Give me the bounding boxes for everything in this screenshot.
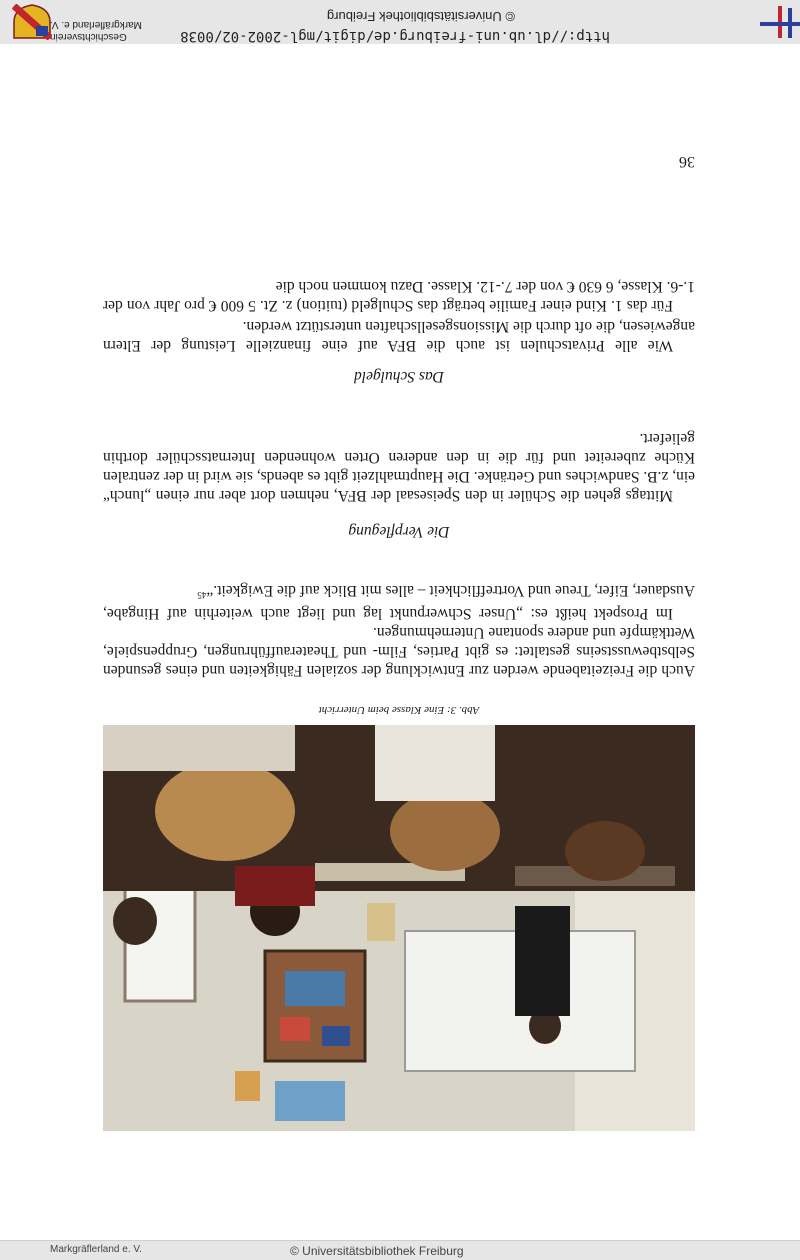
heading-schulgeld: Das Schulgeld <box>354 368 444 385</box>
paragraph-freizeit <box>103 623 695 680</box>
strip-copyright: © Universitätsbibliothek Freiburg <box>290 1244 464 1258</box>
strip-society: Markgräflerland e. V. <box>50 1244 142 1255</box>
footnote-ref: 45 <box>197 590 207 600</box>
paragraph-verpflegung <box>103 429 695 505</box>
society-line-1: Geschichtsverein <box>50 31 127 42</box>
paragraph-kosten-text: Für das 1. Kind einer Familie beträgt das Schulgeld (tuition) z. Zt. 5 600 € pro Jahr von der 1.-6. Klasse, 6 630 € von der 7.-12. Klasse. Dazu kommen noch die <box>103 278 695 314</box>
society-name <box>50 18 160 42</box>
banner-copyright: © Universitätsbibliothek Freiburg <box>326 9 515 24</box>
library-banner <box>0 0 800 44</box>
page-number: 36 <box>679 153 695 170</box>
paragraph-prospekt-text: Im Prospekt heißt es: „Unser Schwerpunkt lag und liegt auch weiterhin auf Hingabe, Ausdauer, Eifer, Treue und Vortrefflichkeit – alles mit Blick auf die Ewigkeit.“ <box>103 581 695 622</box>
next-page-strip <box>0 1240 800 1260</box>
paragraph-privatschulen-text: Wie alle Privatschulen ist auch die BFA auf eine finanzielle Leistung der Eltern angewiesen, die oft durch die Missionsgesellschaften unterstützt werden. <box>103 318 695 354</box>
paragraph-verpflegung-text: Mittags gehen die Schüler in den Speisesaal der BFA, nehmen dort aber nur einen „lunch“ ein, z.B. Sandwiches und Getränke. Die Hauptmahlzeit gibt es abends, sie wird in der zentralen Küche zubereitet und für die in den anderen Orten wohnenden Internatsschüler dorthin geliefert. <box>103 430 695 504</box>
paragraph-kosten <box>103 277 695 315</box>
paragraph-privatschulen <box>103 317 695 355</box>
classroom-photo <box>103 725 695 1131</box>
classroom-photo-graphic <box>103 725 695 1131</box>
paragraph-freizeit-text: Auch die Freizeitabende werden zur Entwicklung der sozialen Fähigkeiten und eines gesunden Selbstbewusstseins gestaltet: es gibt Parties, Film- und Theateraufführungen, Gruppenspiele, Wettkämpfe und andere spontane Unternehmungen. <box>103 624 695 679</box>
paragraph-prospekt <box>103 581 695 623</box>
figure-caption: Abb. 3: Eine Klasse beim Unterricht <box>318 704 480 716</box>
society-line-2: Markgräflerland e. V. <box>50 19 142 30</box>
library-logo-icon <box>760 4 800 40</box>
banner-url[interactable]: http://dl.ub.uni-freiburg.de/digit/mgl-2002-02/0038 <box>180 28 610 44</box>
heading-verpflegung: Die Verpflegung <box>348 523 450 540</box>
coat-of-arms-icon <box>12 4 52 40</box>
